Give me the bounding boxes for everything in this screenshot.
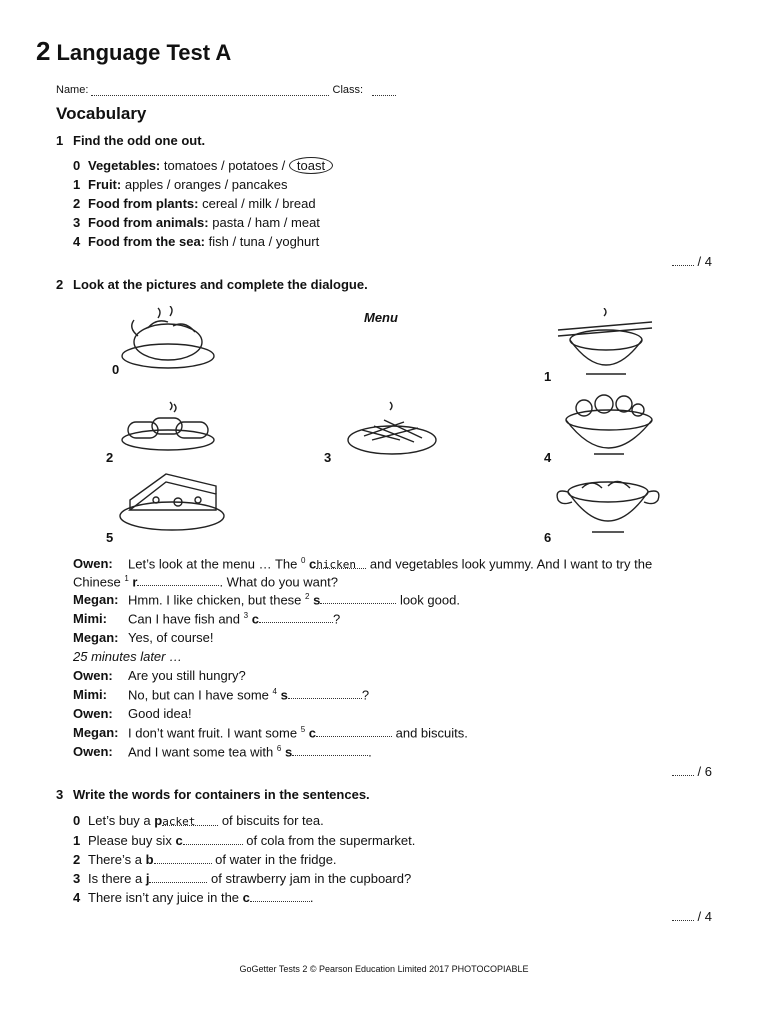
- question-text: Find the odd one out.: [73, 133, 206, 148]
- item-number: 1: [73, 177, 81, 192]
- item-number: 2: [73, 852, 81, 867]
- name-label: Name:: [56, 84, 89, 96]
- item-text: There’s a: [88, 852, 146, 867]
- dialogue-line-5: [73, 630, 214, 645]
- gap-number: 5: [300, 725, 306, 734]
- stage-direction: 25 minutes later …: [73, 649, 183, 664]
- item-text: There isn’t any juice in the: [88, 890, 243, 905]
- dialogue-line-4: [73, 611, 340, 626]
- dialogue-line-7: [73, 668, 246, 683]
- item-category: Food from the sea:: [88, 234, 206, 249]
- item-text: of biscuits for tea.: [218, 813, 324, 828]
- dialogue-line-3: [73, 592, 460, 607]
- gap-letter: c: [175, 833, 183, 848]
- speaker: Megan:: [73, 592, 119, 608]
- line-text: Hmm. I like chicken, but these: [128, 592, 306, 608]
- item-options: tomatoes / potatoes /: [163, 158, 289, 173]
- page-title: [36, 36, 231, 67]
- item-number: 3: [73, 871, 81, 886]
- rice-bowl-icon: [556, 308, 656, 380]
- score-total: / 4: [697, 909, 712, 924]
- picture-label-3: 3: [324, 450, 332, 465]
- picture-label-2: 2: [106, 450, 114, 465]
- score-total: / 4: [697, 254, 712, 269]
- unit-number: 2: [36, 36, 51, 66]
- answer-gap-6[interactable]: [292, 745, 368, 756]
- line-text: and biscuits.: [392, 725, 468, 741]
- dialogue-line-11: [73, 744, 372, 759]
- gap-letter: r: [132, 574, 138, 590]
- section-heading: Vocabulary: [56, 104, 147, 123]
- picture-label-5: 5: [106, 530, 114, 545]
- speaker: Megan:: [73, 630, 119, 645]
- gap-number: 3: [243, 611, 249, 620]
- answer-gap-2[interactable]: [154, 853, 212, 864]
- answer-gap-3[interactable]: [149, 872, 207, 883]
- line-text: Can I have fish and: [128, 611, 244, 627]
- menu-heading: Menu: [364, 310, 398, 325]
- dialogue-line-2: [73, 574, 338, 589]
- question-number: 2: [56, 277, 64, 292]
- page-footer: GoGetter Tests 2 © Pearson Education Limited 2017 PHOTOCOPIABLE: [239, 964, 529, 974]
- item-category: Food from plants:: [88, 196, 199, 211]
- q1-score: [672, 254, 712, 269]
- line-text: Chinese: [73, 574, 125, 590]
- item-text: Is there a: [88, 871, 146, 886]
- line-text: and vegetables look yummy. And I want to try the: [366, 556, 653, 572]
- gap-letter: c: [251, 611, 259, 627]
- chips-icon: [344, 396, 440, 460]
- class-label: Class:: [332, 84, 364, 96]
- item-options: apples / oranges / pancakes: [124, 177, 288, 192]
- score-total: / 6: [697, 764, 712, 779]
- q3-item-0: [73, 813, 324, 828]
- answer-gap-0[interactable]: acket: [162, 815, 218, 826]
- line-text: ?: [361, 687, 370, 703]
- dialogue-line-1: [73, 556, 652, 571]
- item-number: 0: [73, 813, 81, 828]
- question-3: [56, 787, 370, 802]
- q1-item-3[interactable]: [73, 215, 320, 230]
- class-field[interactable]: [372, 86, 396, 96]
- name-field[interactable]: [91, 86, 329, 96]
- q3-item-3: [73, 871, 411, 886]
- gap-letter: c: [308, 725, 317, 741]
- dialogue-line-10: [73, 725, 468, 740]
- item-category: Food from animals:: [88, 215, 209, 230]
- gap-letter: s: [284, 744, 293, 760]
- q3-score: [672, 909, 712, 924]
- cheese-icon: [116, 470, 228, 534]
- score-field[interactable]: [672, 766, 694, 776]
- sausages-icon: [118, 398, 218, 456]
- answer-gap-4[interactable]: [288, 688, 362, 699]
- gap-letter: s: [313, 592, 321, 608]
- gap-letter: b: [145, 852, 154, 867]
- item-number: 0: [73, 158, 81, 173]
- speaker: Owen:: [73, 668, 113, 683]
- circled-answer: toast: [289, 157, 333, 174]
- q1-item-2[interactable]: [73, 196, 316, 211]
- q3-item-1: [73, 833, 415, 848]
- line-text: Good idea!: [128, 706, 192, 721]
- gap-letter: j: [145, 871, 150, 886]
- speaker: Owen:: [73, 556, 113, 572]
- line-text: Yes, of course!: [128, 630, 214, 645]
- picture-label-1: 1: [544, 369, 552, 384]
- gap-letter: s: [280, 687, 288, 703]
- speaker: Megan:: [73, 725, 119, 741]
- speaker: Owen:: [73, 706, 113, 721]
- q1-item-0: [73, 158, 333, 173]
- gap-letter: p: [154, 813, 163, 828]
- item-number: 4: [73, 234, 81, 249]
- item-text: .: [309, 890, 314, 905]
- speaker: Mimi:: [73, 611, 107, 627]
- item-text: of water in the fridge.: [211, 852, 337, 867]
- question-number: 1: [56, 133, 64, 148]
- test-title: Language Test A: [56, 40, 232, 65]
- line-text: look good.: [396, 592, 460, 608]
- name-class-row: [56, 84, 396, 96]
- item-text: Let’s buy a: [88, 813, 155, 828]
- q2-score: [672, 764, 712, 779]
- speaker: Mimi:: [73, 687, 107, 703]
- item-options: pasta / ham / meat: [212, 215, 320, 230]
- item-number: 2: [73, 196, 81, 211]
- gap-letter: c: [309, 556, 317, 572]
- gap-number: 0: [300, 556, 306, 565]
- item-number: 1: [73, 833, 81, 848]
- line-text: Let’s look at the menu … The: [128, 556, 301, 572]
- line-text: And I want some tea with: [128, 744, 277, 760]
- answer-gap-1[interactable]: [183, 834, 243, 845]
- question-2: [56, 277, 368, 292]
- line-text: I don’t want fruit. I want some: [128, 725, 301, 741]
- gap-number: 1: [124, 574, 129, 583]
- item-options: cereal / milk / bread: [202, 196, 316, 211]
- q3-item-4: [73, 890, 314, 905]
- picture-label-6: 6: [544, 530, 552, 545]
- salad-bowl-icon: [560, 390, 658, 458]
- gap-number: 6: [276, 744, 282, 753]
- dialogue-stage-direction: [73, 649, 182, 664]
- q1-item-1[interactable]: [73, 177, 287, 192]
- dialogue-line-9: [73, 706, 192, 721]
- gap-number: 2: [305, 592, 310, 601]
- item-text: Please buy six: [88, 833, 176, 848]
- answer-gap-0[interactable]: hicken: [316, 558, 366, 569]
- gap-letter: c: [242, 890, 250, 905]
- speaker: Owen:: [73, 744, 113, 760]
- picture-label-4: 4: [544, 450, 552, 465]
- score-field[interactable]: [672, 256, 694, 266]
- item-options: fish / tuna / yoghurt: [208, 234, 320, 249]
- picture-label-0: 0: [112, 362, 120, 377]
- answer-gap-1[interactable]: [137, 575, 219, 586]
- item-category: Vegetables:: [88, 158, 161, 173]
- gap-number: 4: [272, 687, 277, 696]
- q3-item-2: [73, 852, 337, 867]
- question-text: Write the words for containers in the sentences.: [73, 787, 370, 802]
- line-text: ?: [332, 611, 341, 627]
- question-text: Look at the pictures and complete the dialogue.: [73, 277, 368, 292]
- answer-gap-4[interactable]: [250, 891, 310, 902]
- question-1: [56, 133, 205, 148]
- dialogue-line-8: [73, 687, 369, 702]
- soup-bowl-icon: [552, 470, 662, 538]
- item-category: Fruit:: [88, 177, 122, 192]
- line-text: Are you still hungry?: [128, 668, 246, 683]
- answer-gap-2[interactable]: [320, 593, 396, 604]
- line-text: . What do you want?: [219, 574, 338, 590]
- line-text: No, but can I have some: [128, 687, 273, 703]
- item-text: of cola from the supermarket.: [242, 833, 416, 848]
- roast-chicken-icon: [118, 306, 218, 374]
- line-text: .: [368, 744, 372, 760]
- q1-item-4[interactable]: [73, 234, 319, 249]
- item-number: 3: [73, 215, 81, 230]
- answer-gap-3[interactable]: [259, 612, 333, 623]
- answer-gap-5[interactable]: [316, 726, 392, 737]
- item-number: 4: [73, 890, 81, 905]
- score-field[interactable]: [672, 911, 694, 921]
- question-number: 3: [56, 787, 64, 802]
- item-text: of strawberry jam in the cupboard?: [207, 871, 412, 886]
